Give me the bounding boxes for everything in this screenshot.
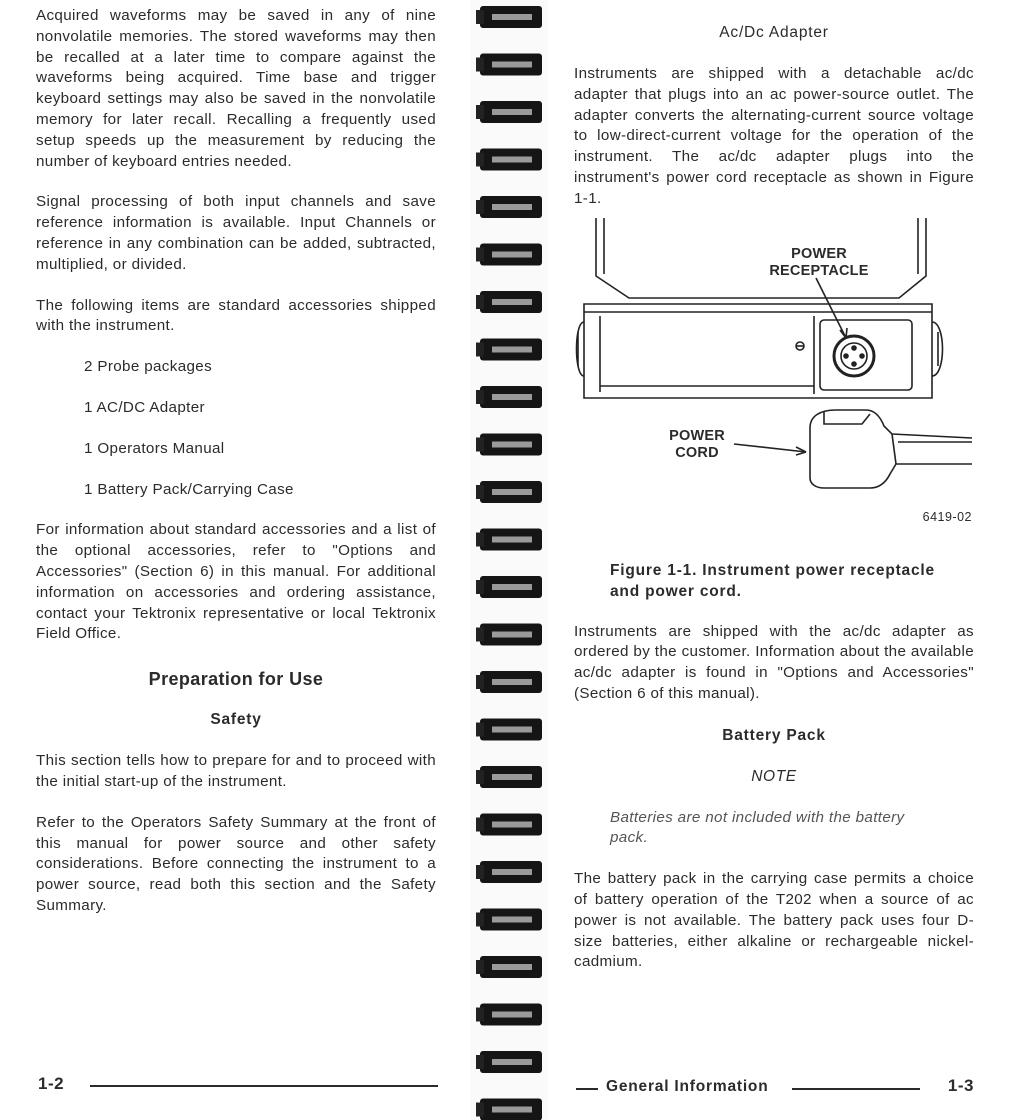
spiral-coil <box>476 861 542 883</box>
spiral-binding <box>470 0 548 1120</box>
figure-power-receptacle <box>574 216 974 524</box>
spiral-coil <box>476 481 542 503</box>
right-page <box>548 0 1028 1120</box>
subheading-safety: Safety <box>210 711 262 729</box>
note-label: NOTE <box>751 767 797 785</box>
spiral-coil <box>476 54 542 76</box>
spiral-coil <box>476 1051 542 1073</box>
paragraph-signal-processing: Signal processing of both input channels and save reference information is available. Input Channels or reference in any combination can be added, subtracted, multiplied, or divided. <box>36 193 436 273</box>
footer-rule <box>792 1088 920 1090</box>
spiral-coil <box>476 339 542 361</box>
spiral-coil <box>476 576 542 598</box>
spiral-coil <box>476 956 542 978</box>
page-number: 1-2 <box>38 1074 65 1093</box>
spiral-coil <box>476 766 542 788</box>
accessory-item: 1 Operators Manual <box>84 439 225 457</box>
spiral-coils <box>470 0 548 1120</box>
spiral-coil <box>476 291 542 313</box>
figure-code: 6419-02 <box>922 509 972 524</box>
right-page-footer <box>576 1076 974 1100</box>
page-number: 1-3 <box>947 1076 974 1095</box>
spiral-coil <box>476 1099 542 1120</box>
spiral-coil <box>476 101 542 123</box>
spiral-coil <box>476 529 542 551</box>
spiral-coil <box>476 434 542 456</box>
paragraph-safety-summary: Refer to the Operators Safety Summary at the front of this manual for power source and other safety considerations. Before connecting the instrument to a power source, read both this section and the Safety Summary. <box>36 813 436 914</box>
label-power-cord-line2: CORD <box>675 444 719 461</box>
heading-ac-dc-adapter: Ac/Dc Adapter <box>719 24 829 41</box>
footer-section-label: General Information <box>606 1078 769 1095</box>
left-page-footer <box>38 1074 438 1098</box>
spiral-coil <box>476 814 542 836</box>
spiral-coil <box>476 719 542 741</box>
spiral-coil <box>476 624 542 646</box>
footer-rule <box>90 1085 438 1087</box>
accessory-item: 2 Probe packages <box>84 358 213 376</box>
accessory-item: 1 AC/DC Adapter <box>84 398 205 416</box>
spiral-coil <box>476 149 542 171</box>
paragraph-safety-intro: This section tells how to prepare for and to proceed with the initial start-up of the instrument. <box>36 752 436 790</box>
spiral-coil <box>476 196 542 218</box>
section-heading-preparation: Preparation for Use <box>148 669 324 690</box>
label-power-receptacle <box>764 246 874 280</box>
right-page-body <box>574 22 974 973</box>
left-page-body <box>36 6 436 917</box>
spiral-coil <box>476 1004 542 1026</box>
spiral-coil <box>476 671 542 693</box>
heading-battery-pack: Battery Pack <box>722 726 826 744</box>
paragraph-waveforms: Acquired waveforms may be saved in any of nine nonvolatile memories. The stored waveforms may then be recalled at a later time to compare against the waveforms being acquired. Time base and trigger keyboard settings may also be saved in the nonvolatile memory for later recall. Recalling a frequently used setup speeds up the measurement by reducing the number of keyboard entries needed. <box>36 7 436 170</box>
paragraph-adapter: Instruments are shipped with a detachable ac/dc adapter that plugs into an ac power-source outlet. The adapter converts the alternating-current source voltage to low-direct-current voltage for the operation of the instrument. The ac/dc adapter plugs into the instrument's power cord receptacle as shown in Figure 1-1. <box>574 65 974 207</box>
accessory-item: 1 Battery Pack/Carrying Case <box>84 480 294 498</box>
label-power-receptacle-line2: RECEPTACLE <box>769 262 869 279</box>
paragraph-battery: The battery pack in the carrying case permits a choice of battery operation of the T202 when a source of ac power is not available. The battery pack uses four D-size batteries, either alkaline or rechargeable nickel-cadmium. <box>574 870 974 971</box>
spiral-coil <box>476 6 542 28</box>
left-page <box>0 0 470 1120</box>
spiral-coil <box>476 244 542 266</box>
paragraph-ordered: Instruments are shipped with the ac/dc adapter as ordered by the customer. Information about the available ac/dc adapter is found in "Options and Accessories" (Section 6 of this manual). <box>574 622 974 702</box>
spiral-coil <box>476 386 542 408</box>
paragraph-accessory-info: For information about standard accessories and a list of the optional accessories, refer to "Options and Accessories" (Section 6) in this manual. For additional information on accessories and ordering assistance, contact your Tektronix representative or local Tektronix Field Office. <box>36 521 436 643</box>
label-power-receptacle-line1: POWER <box>791 245 847 262</box>
spiral-coil <box>476 909 542 931</box>
label-power-cord-line1: POWER <box>669 427 725 444</box>
label-power-cord <box>664 428 730 462</box>
paragraph-accessories-intro: The following items are standard accessories shipped with the instrument. <box>36 296 436 335</box>
note-text: Batteries are not included with the battery pack. <box>610 808 905 847</box>
footer-dash <box>576 1088 598 1090</box>
figure-caption: Figure 1-1. Instrument power receptacle and power cord. <box>610 561 935 600</box>
